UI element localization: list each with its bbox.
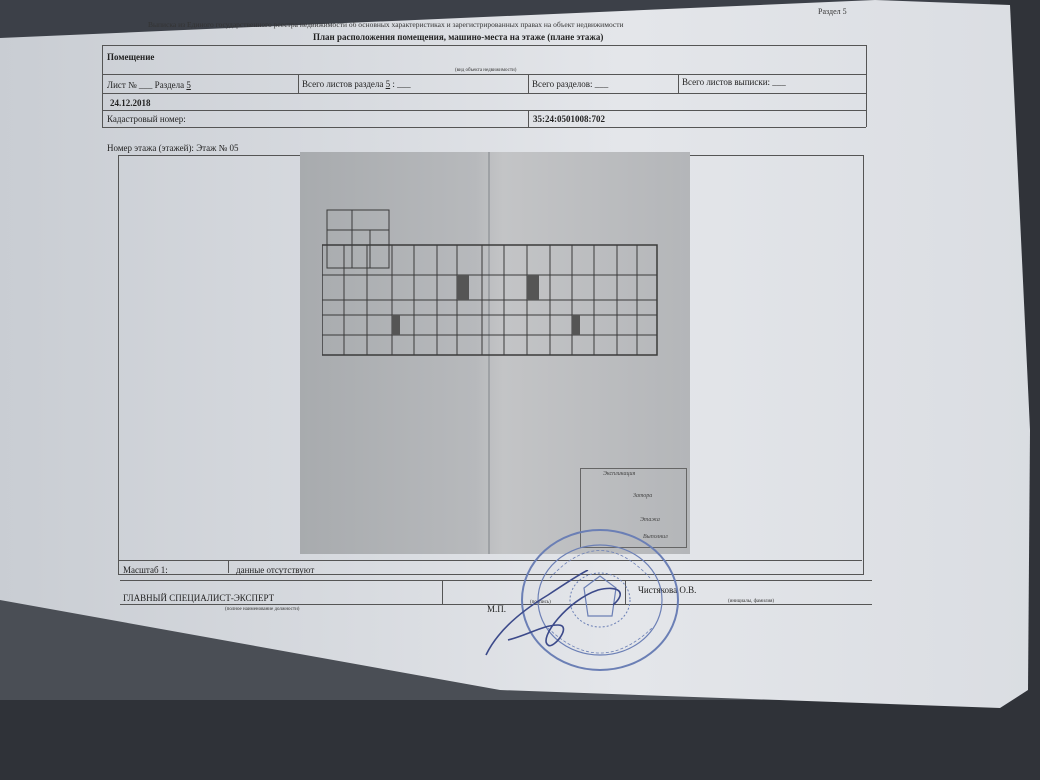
cadastral-number: 35:24:0501008:702: [533, 114, 605, 124]
signature-caption: (подпись): [530, 600, 551, 605]
table-border-left: [102, 45, 103, 127]
legend-line: Этажа: [640, 517, 660, 523]
background-bottom: [0, 700, 1040, 780]
cadastral-label: Кадастровый номер:: [107, 114, 186, 124]
total-sections: Всего разделов: ___: [532, 79, 609, 89]
name-caption: (инициалы, фамилия): [728, 599, 775, 604]
extract-date: 24.12.2018: [110, 98, 151, 108]
table-row-line: [102, 74, 866, 75]
signer-name: Чистякова О.В.: [638, 585, 697, 595]
total-sheets: Всего листов выписки: ___: [682, 77, 786, 87]
object-type: Помещение: [107, 52, 155, 62]
sheets-in-section: Всего листов раздела 5 : ___: [302, 79, 411, 89]
table-divider: [678, 74, 679, 94]
table-divider: [528, 74, 529, 94]
scale-value: данные отсутствуют: [236, 565, 315, 575]
scale-label: Масштаб 1:: [123, 565, 168, 575]
table-border-top: [102, 45, 866, 46]
seal-placeholder: М.П.: [487, 604, 507, 614]
position-caption: (полное наименование должности): [225, 607, 300, 612]
floor-plan-drawing: [322, 205, 662, 360]
table-row-line: [102, 127, 866, 128]
table-divider: [228, 560, 229, 573]
object-type-caption: (вид объекта недвижимости): [455, 68, 517, 73]
legend-title: Экспликация: [603, 471, 636, 477]
table-divider: [528, 110, 529, 127]
table-divider: [442, 580, 443, 604]
table-border-right: [866, 45, 867, 127]
extract-title: Выписка из Единого государственного реестра недвижимости об основных характеристиках и зарегистрированных правах на объект недвижимости: [148, 20, 624, 29]
legend-line: Выполнил: [643, 534, 668, 540]
sheet-label: Лист № ___ Раздела 5: [107, 80, 191, 90]
section-ref: Раздел 5: [818, 7, 847, 16]
handwritten-signature-icon: [478, 570, 648, 665]
legend-line: Затора: [633, 493, 653, 499]
floor-number: Номер этажа (этажей): Этаж № 05: [107, 143, 239, 153]
position-title: ГЛАВНЫЙ СПЕЦИАЛИСТ-ЭКСПЕРТ: [123, 593, 275, 603]
plan-title: План расположения помещения, машино-места на этаже (плане этажа): [313, 32, 604, 42]
table-divider: [298, 74, 299, 94]
scale-row-line: [118, 560, 862, 561]
table-row-line: [102, 110, 866, 111]
table-row-line: [102, 93, 866, 94]
